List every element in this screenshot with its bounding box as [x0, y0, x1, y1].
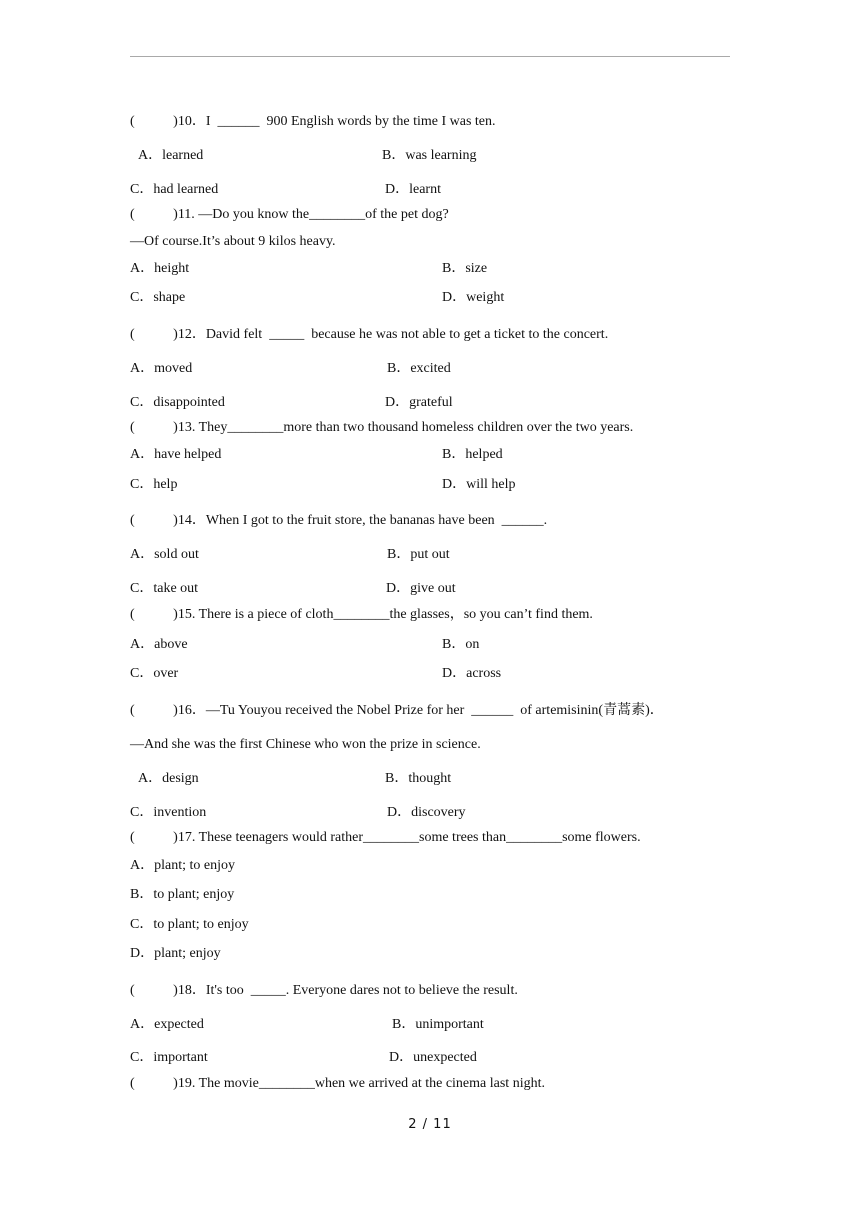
question-19: ( )19. The movie________when we arrived at the cinema last night.: [130, 1076, 545, 1091]
option-c: C．take out: [130, 581, 199, 596]
option-a: A．expected: [130, 1017, 204, 1032]
option-b: B．excited: [387, 361, 451, 376]
option-d: D．will help: [442, 477, 516, 492]
option-c: C．had learned: [130, 182, 219, 197]
question-stem: ( )12．David felt: [130, 327, 270, 342]
option-a: A．height: [130, 261, 190, 276]
question-stem: ( )18．It's too: [130, 983, 251, 998]
answer-blank: ______: [217, 114, 260, 129]
option-d: D．learnt: [385, 182, 441, 197]
option-a: A．moved: [130, 361, 193, 376]
option-c: C．help: [130, 477, 178, 492]
question-stem: .: [543, 513, 548, 528]
option-b: B．on: [442, 637, 480, 652]
option-d: D．give out: [386, 581, 456, 596]
question-stem: . Everyone dares not to believe the result.: [285, 983, 518, 998]
option-d: D．weight: [442, 290, 505, 305]
option-d: D．across: [442, 666, 502, 681]
option-d: D．discovery: [387, 805, 466, 820]
option-a: A．design: [138, 771, 199, 786]
question-11-reply: —Of course.It’s about 9 kilos heavy.: [130, 234, 336, 249]
option-b: B．helped: [442, 447, 503, 462]
option-d: D．grateful: [385, 395, 453, 410]
option-d: D．plant; enjoy: [130, 946, 221, 961]
page-number: 2 / 11: [408, 1117, 452, 1132]
option-c: C．invention: [130, 805, 207, 820]
question-16: [130, 702, 664, 720]
question-stem: of artemisinin(青蒿素)．: [513, 703, 664, 718]
question-12: [130, 326, 608, 344]
option-a: A．sold out: [130, 547, 199, 562]
question-17: ( )17. These teenagers would rather________some trees than________some flowers.: [130, 830, 641, 845]
option-c: C．shape: [130, 290, 186, 305]
question-15: ( )15. There is a piece of cloth________the glasses，so you can’t find them.: [130, 607, 593, 622]
question-stem: because he was not able to get a ticket to the concert.: [304, 327, 609, 342]
option-b: B．put out: [387, 547, 450, 562]
option-a: A．learned: [138, 148, 204, 163]
answer-blank: ______: [501, 513, 544, 528]
question-stem: 900 English words by the time I was ten.: [259, 114, 496, 129]
answer-blank: _____: [269, 327, 305, 342]
option-a: A．have helped: [130, 447, 222, 462]
answer-blank: ______: [471, 703, 514, 718]
question-18: [130, 982, 518, 1000]
option-b: B．size: [442, 261, 488, 276]
option-c: C．disappointed: [130, 395, 225, 410]
option-c: C．over: [130, 666, 179, 681]
question-11: ( )11. —Do you know the________of the pet dog?: [130, 207, 449, 222]
question-10: [130, 113, 496, 131]
option-b: B．to plant; enjoy: [130, 887, 235, 902]
option-d: D．unexpected: [389, 1050, 477, 1065]
question-stem: ( )10．I: [130, 114, 218, 129]
question-14: [130, 512, 547, 530]
option-a: A．above: [130, 637, 188, 652]
option-c: C．to plant; to enjoy: [130, 917, 249, 932]
option-a: A．plant; to enjoy: [130, 858, 235, 873]
question-stem: ( )14．When I got to the fruit store, the bananas have been: [130, 513, 502, 528]
question-stem: ( )16．—Tu Youyou received the Nobel Prize for her: [130, 703, 472, 718]
question-16-reply: —And she was the first Chinese who won the prize in science.: [130, 737, 481, 752]
option-c: C．important: [130, 1050, 208, 1065]
header-rule: [130, 56, 730, 57]
option-b: B．was learning: [382, 148, 477, 163]
option-b: B．thought: [385, 771, 452, 786]
answer-blank: _____: [250, 983, 286, 998]
option-b: B．unimportant: [392, 1017, 484, 1032]
question-13: ( )13. They________more than two thousand homeless children over the two years.: [130, 420, 634, 435]
